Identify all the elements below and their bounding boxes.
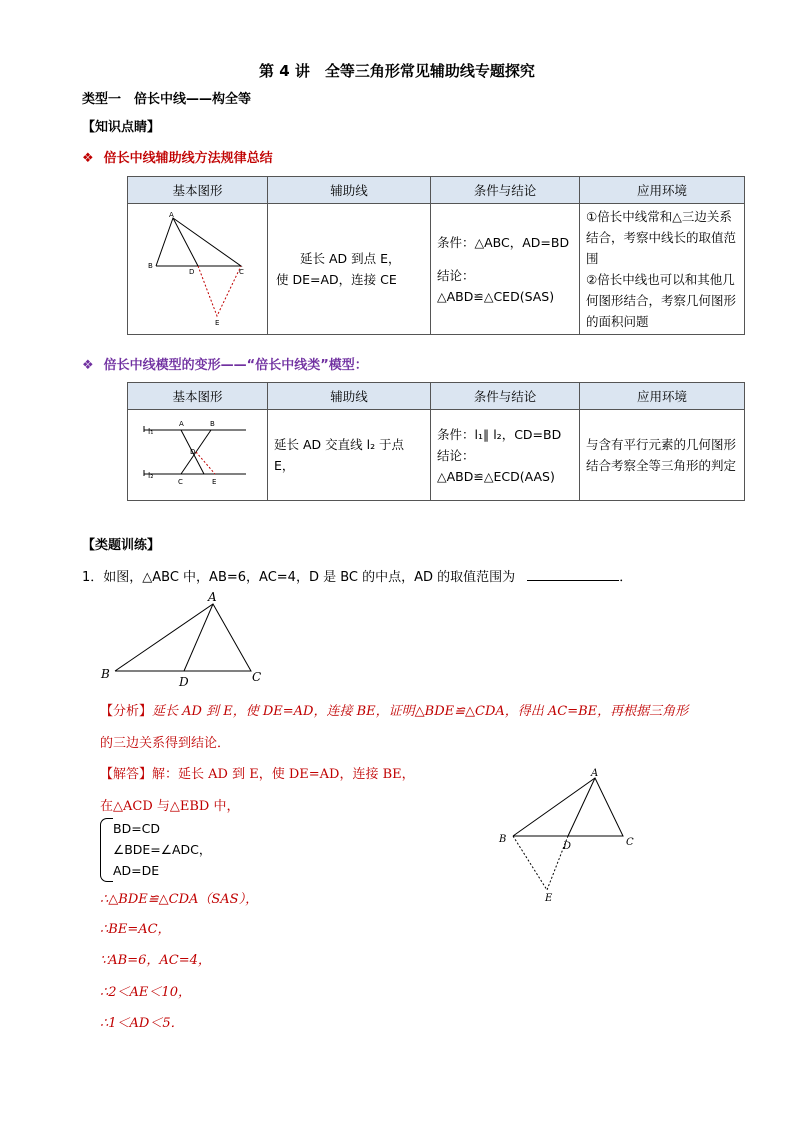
figure-cell bbox=[128, 204, 268, 335]
answer-blank bbox=[527, 567, 619, 581]
question-1-figure bbox=[95, 588, 275, 688]
fig-label-d: D bbox=[563, 841, 572, 852]
condition-text: 条件：△ABC，AD=BD bbox=[437, 234, 570, 250]
fig-label-d: D bbox=[189, 268, 195, 276]
header-basic-figure: 基本图形 bbox=[128, 177, 268, 204]
header-application: 应用环境 bbox=[580, 177, 745, 204]
conclusion-text: △ABD≌△CED(SAS) bbox=[437, 288, 555, 304]
condition-text: 条件：l₁∥ l₂，CD=BD bbox=[437, 426, 562, 442]
fig-label-l1: l₁ bbox=[148, 427, 154, 436]
variant-table bbox=[127, 382, 745, 501]
fig-label-c: C bbox=[178, 478, 183, 486]
section1-title: 倍长中线辅助线方法规律总结 bbox=[103, 151, 273, 166]
method-table bbox=[127, 176, 745, 335]
solution-tag: 【解答】 bbox=[100, 767, 153, 782]
fig-label-e: E bbox=[212, 478, 217, 486]
figure-cell bbox=[128, 410, 268, 501]
question-1 bbox=[82, 566, 632, 585]
solution-in-triangles: 在△ACD 与△EBD 中， bbox=[100, 799, 240, 814]
practice-heading: 【类题训练】 bbox=[82, 538, 161, 553]
median-doubling-figure bbox=[128, 204, 266, 328]
header-aux-line: 辅助线 bbox=[268, 383, 431, 410]
page-title: 第 4 讲 全等三角形常见辅助线专题探究 bbox=[259, 62, 535, 80]
fig-label-b: B bbox=[101, 667, 110, 681]
knowledge-heading: 【知识点睛】 bbox=[82, 120, 161, 135]
question-1-text: 1．如图，△ABC 中，AB=6，AC=4，D 是 BC 的中点，AD 的取值范围为 bbox=[82, 570, 516, 585]
conclusion-label: 结论： bbox=[437, 267, 475, 283]
fig-label-a: A bbox=[208, 590, 217, 604]
analysis-line-2: 的三边关系得到结论． bbox=[100, 736, 231, 751]
fig-label-a: A bbox=[591, 768, 599, 779]
header-cond-concl: 条件与结论 bbox=[431, 177, 580, 204]
fig-label-a: A bbox=[179, 420, 184, 428]
conclusion-text: △ABD≌△ECD(AAS) bbox=[437, 468, 555, 484]
fig-label-b: B bbox=[210, 420, 215, 428]
header-aux-line: 辅助线 bbox=[268, 177, 431, 204]
brace-line-3: AD=DE bbox=[113, 863, 160, 878]
solution-intro: 解：延长 AD 到 E，使 DE=AD，连接 BE， bbox=[152, 767, 415, 782]
section2-heading bbox=[82, 354, 368, 373]
header-basic-figure: 基本图形 bbox=[128, 383, 268, 410]
fig-label-b: B bbox=[148, 262, 153, 270]
solution-step-2: ∴BE=AC， bbox=[100, 922, 171, 937]
diamond-bullet-icon: ❖ bbox=[82, 151, 94, 166]
solution-line-1 bbox=[100, 763, 415, 782]
header-application: 应用环境 bbox=[580, 383, 745, 410]
solution-step-4: ∴2＜AE＜10， bbox=[100, 985, 191, 1000]
solution-figure bbox=[495, 765, 645, 905]
analysis-text-1: 延长 AD 到 E，使 DE=AD，连接 BE，证明△BDE≌△CDA，得出 AC=BE，再根据三角形 bbox=[152, 704, 689, 719]
aux-line-text-2: 使 DE=AD，连接 CE bbox=[276, 272, 397, 287]
application-text-2: ②倍长中线也可以和其他几何图形结合，考察几何图形的面积问题 bbox=[586, 272, 737, 329]
aux-line-text: 延长 AD 交直线 l₂ 于点 E， bbox=[274, 437, 405, 473]
question-1-end: ． bbox=[619, 570, 633, 585]
fig-label-d: D bbox=[190, 448, 196, 456]
parallel-lines-figure bbox=[128, 410, 266, 494]
analysis-tag: 【分析】 bbox=[100, 704, 153, 719]
fig-label-c: C bbox=[626, 837, 634, 848]
fig-label-l2: l₂ bbox=[148, 471, 154, 480]
fig-label-a: A bbox=[169, 211, 174, 219]
section1-heading bbox=[82, 147, 273, 166]
analysis-line-1 bbox=[100, 700, 688, 719]
application-text-1: ①倍长中线常和△三边关系结合，考察中线长的取值范围 bbox=[586, 209, 737, 266]
type-heading: 类型一 倍长中线——构全等 bbox=[82, 92, 252, 107]
brace-line-2: ∠BDE=∠ADC， bbox=[113, 842, 212, 857]
aux-line-text-1: 延长 AD 到点 E， bbox=[300, 251, 401, 266]
cond-concl-cell bbox=[431, 410, 580, 501]
cond-concl-cell bbox=[431, 204, 580, 335]
header-cond-concl: 条件与结论 bbox=[431, 383, 580, 410]
aux-line-cell bbox=[268, 204, 431, 335]
application-text: 与含有平行元素的几何图形结合考察全等三角形的判定 bbox=[586, 437, 737, 473]
brace-line-1: BD=CD bbox=[113, 821, 161, 836]
application-cell bbox=[580, 410, 745, 501]
fig-label-c: C bbox=[239, 268, 244, 276]
brace-conditions bbox=[113, 818, 211, 881]
conclusion-label: 结论： bbox=[437, 447, 475, 463]
fig-label-e: E bbox=[545, 893, 553, 904]
solution-step-1: ∴△BDE≌△CDA（SAS）， bbox=[100, 892, 259, 907]
fig-label-d: D bbox=[179, 675, 189, 688]
aux-line-cell bbox=[268, 410, 431, 501]
fig-label-b: B bbox=[499, 834, 507, 845]
solution-step-3: ∵AB=6，AC=4， bbox=[100, 953, 211, 968]
fig-label-e: E bbox=[215, 319, 220, 327]
brace bbox=[100, 818, 113, 882]
diamond-bullet-icon: ❖ bbox=[82, 358, 94, 373]
solution-step-5: ∴1＜AD＜5． bbox=[100, 1016, 184, 1031]
section2-title: 倍长中线模型的变形——“倍长中线类”模型： bbox=[103, 358, 368, 373]
application-cell bbox=[580, 204, 745, 335]
fig-label-c: C bbox=[252, 670, 262, 684]
